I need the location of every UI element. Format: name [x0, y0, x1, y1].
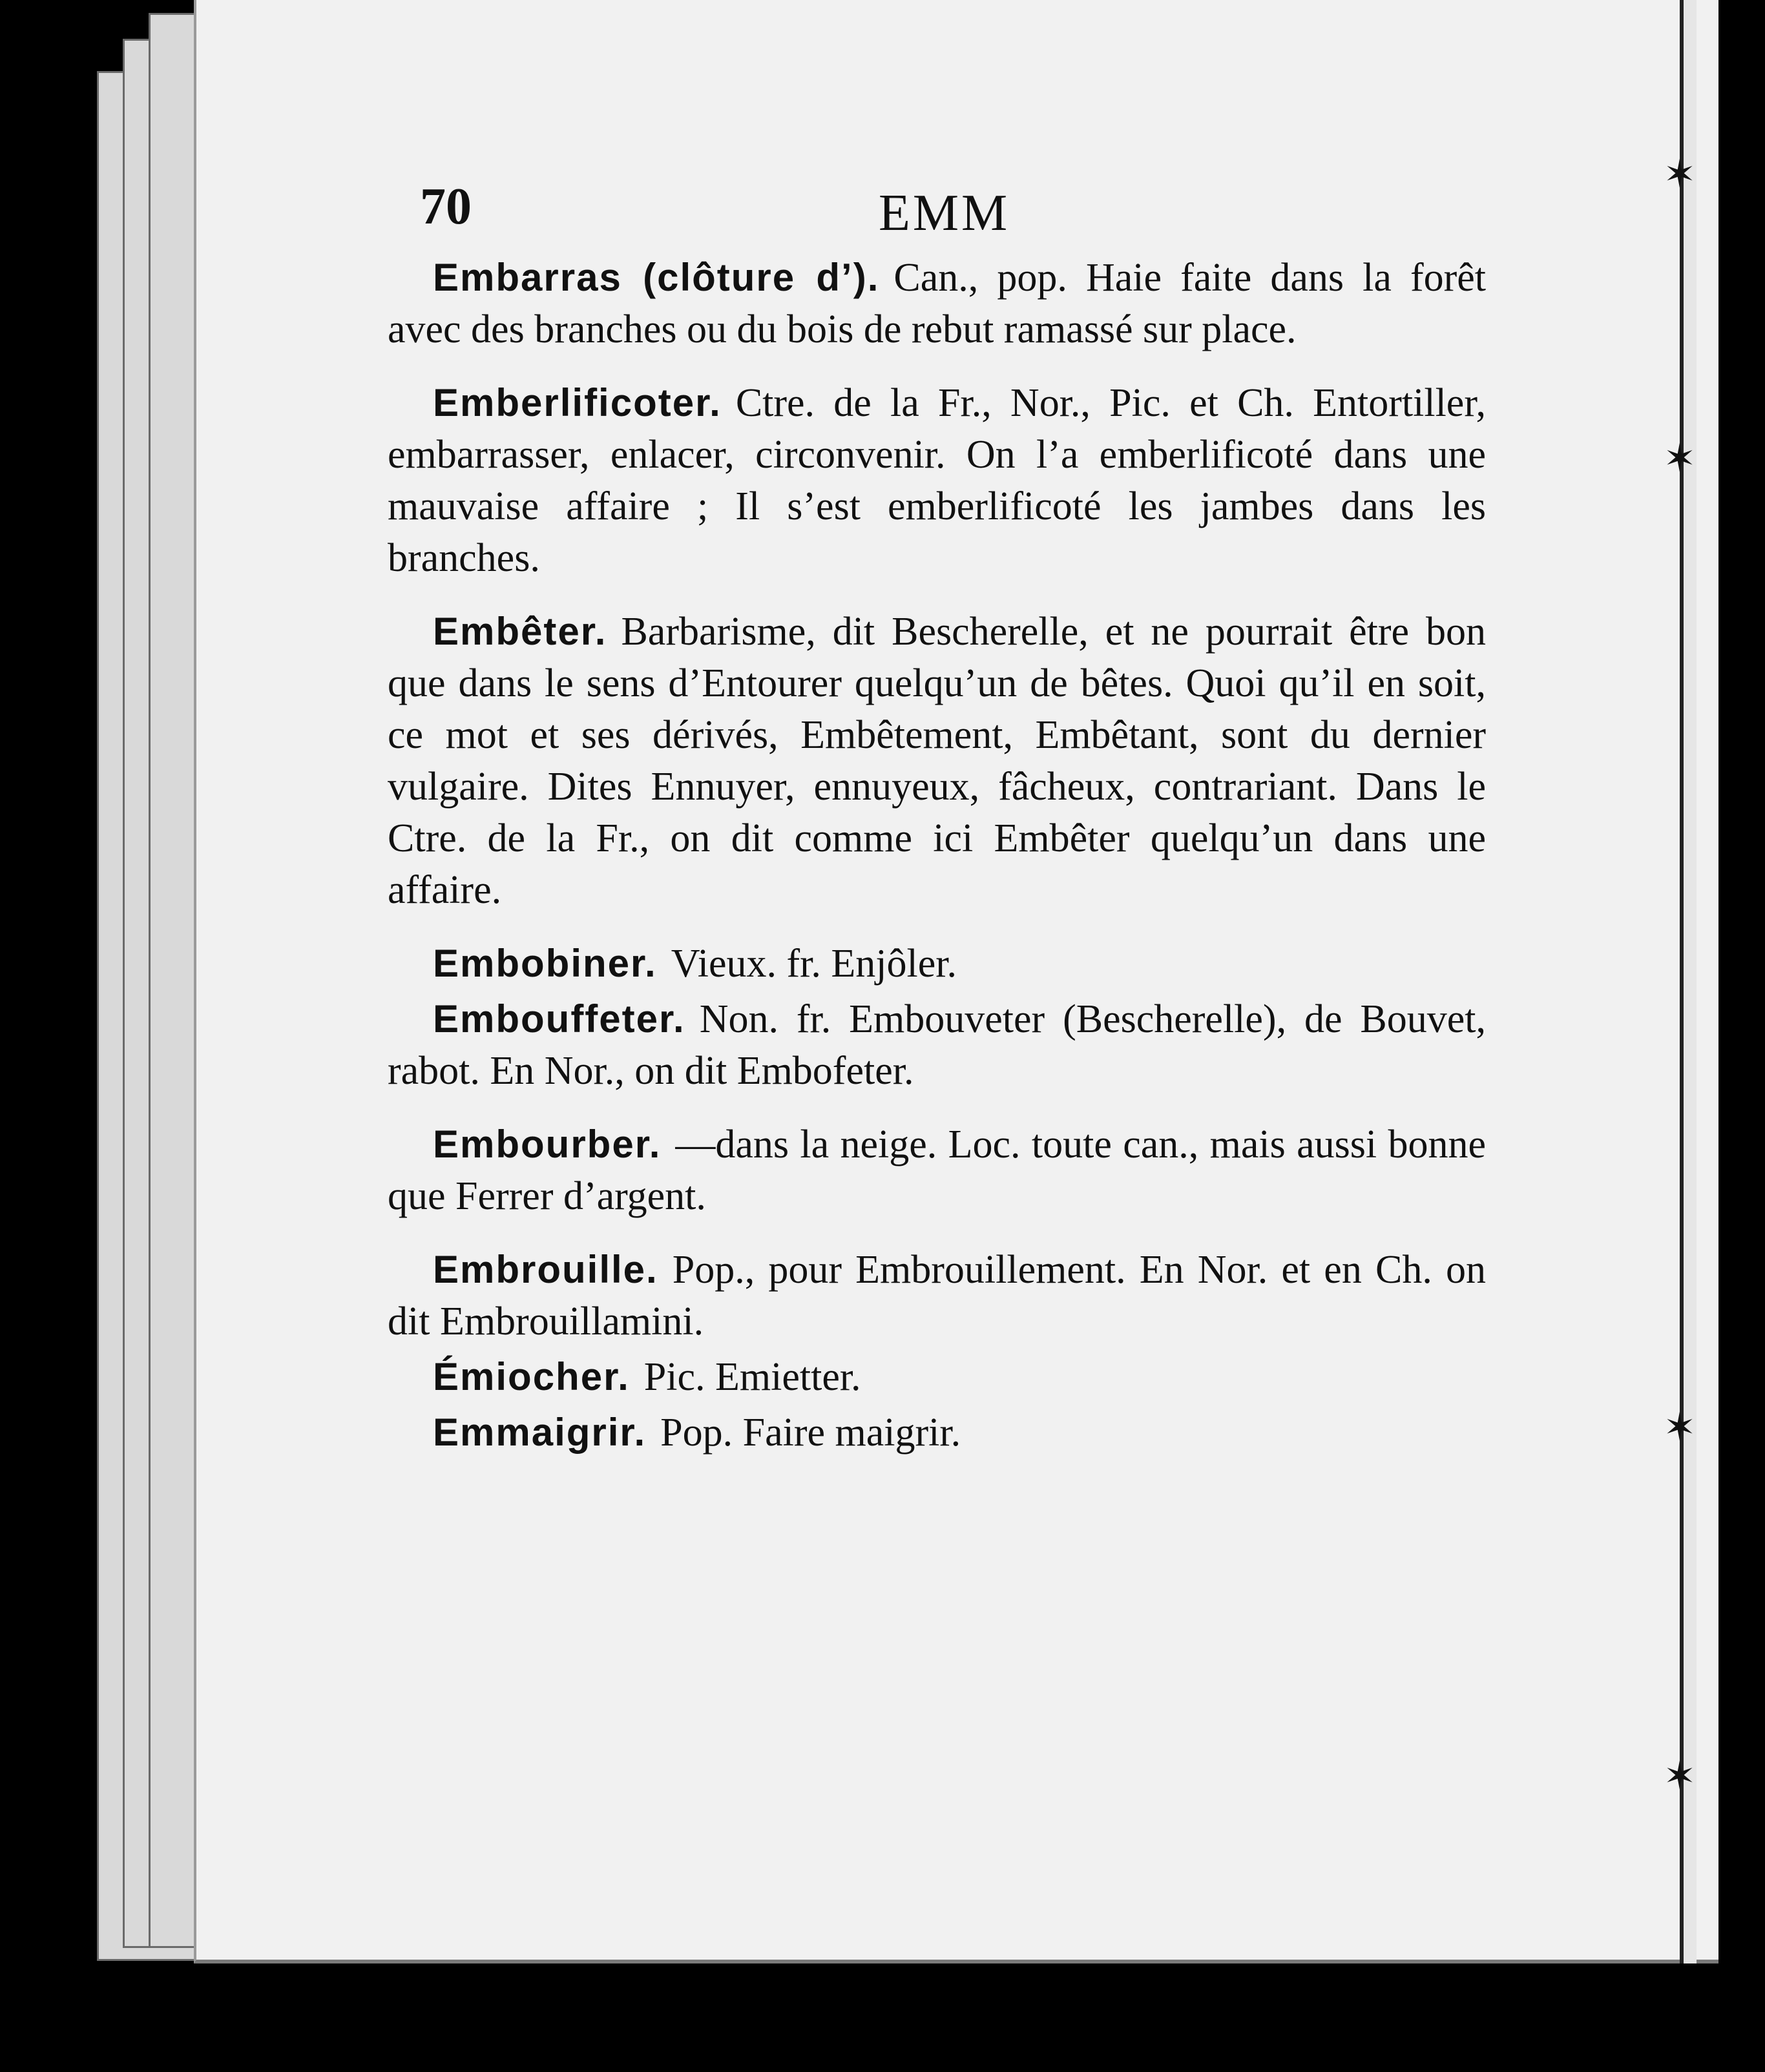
page-binding [1680, 0, 1697, 1963]
entry-definition: Pop., pour Embrouillement. En Nor. et en Ch. on dit Embrouillamini. [388, 1248, 1486, 1343]
dictionary-entry [388, 1351, 1486, 1403]
entry-definition: —dans la neige. Loc. toute can., mais aussi bonne que Ferrer d’argent. [388, 1123, 1486, 1218]
entry-headword: Embourber. [433, 1123, 662, 1166]
page-content [388, 174, 1486, 1462]
dictionary-entry [388, 1407, 1486, 1458]
entry-headword: Embouffeter. [433, 997, 685, 1041]
running-head: EMM [879, 185, 1010, 242]
entry-definition: Vieux. fr. Enjôler. [671, 942, 957, 986]
entry-headword: Emberlificoter. [433, 381, 722, 424]
binding-star-icon: ✶ [1663, 152, 1697, 197]
page-number: 70 [420, 178, 472, 235]
dictionary-entry [388, 377, 1486, 584]
dictionary-entry [388, 1119, 1486, 1222]
dictionary-entry [388, 938, 1486, 989]
entry-definition: Can., pop. Haie faite dans la forêt avec des branches ou du bois de rebut ramassé sur place. [388, 256, 1486, 351]
dictionary-entry [388, 993, 1486, 1097]
entry-headword: Embêter. [433, 610, 607, 653]
dictionary-entry [388, 606, 1486, 916]
entry-headword: Embarras (clôture d’). [433, 256, 880, 299]
page-header [388, 174, 1486, 252]
entry-definition: Non. fr. Embouveter (Bescherelle), de Bouvet, rabot. En Nor., on dit Embofeter. [388, 997, 1486, 1093]
dictionary-entry [388, 1244, 1486, 1347]
entry-headword: Embrouille. [433, 1248, 658, 1291]
dictionary-entry [388, 252, 1486, 355]
entry-definition: Pic. Emietter. [643, 1355, 861, 1399]
entry-definition: Pop. Faire maigrir. [660, 1411, 961, 1455]
entry-headword: Émiocher. [433, 1355, 630, 1398]
entry-headword: Embobiner. [433, 942, 657, 985]
binding-star-icon: ✶ [1663, 436, 1697, 481]
entry-definition: Ctre. de la Fr., Nor., Pic. et Ch. Entortiller, embarrasser, enlacer, circonvenir. On l’a emberlificoté dans une mauvaise affaire ; Il s’est emberlificoté les jambes dans les branches. [388, 381, 1486, 580]
entry-definition: Barbarisme, dit Bescherelle, et ne pourrait être bon que dans le sens d’Entourer quelqu’un de bêtes. Quoi qu’il en soit, ce mot et ses dérivés, Embêtement, Embêtant, sont du dernier vulgaire. Dites Ennuyer, ennuyeux, fâcheux, contrariant. Dans le Ctre. de la Fr., on dit comme ici Embêter quelqu’un dans une affaire. [388, 610, 1486, 912]
binding-star-icon: ✶ [1663, 1754, 1697, 1799]
binding-star-icon: ✶ [1663, 1405, 1697, 1450]
entry-headword: Emmaigrir. [433, 1411, 647, 1454]
